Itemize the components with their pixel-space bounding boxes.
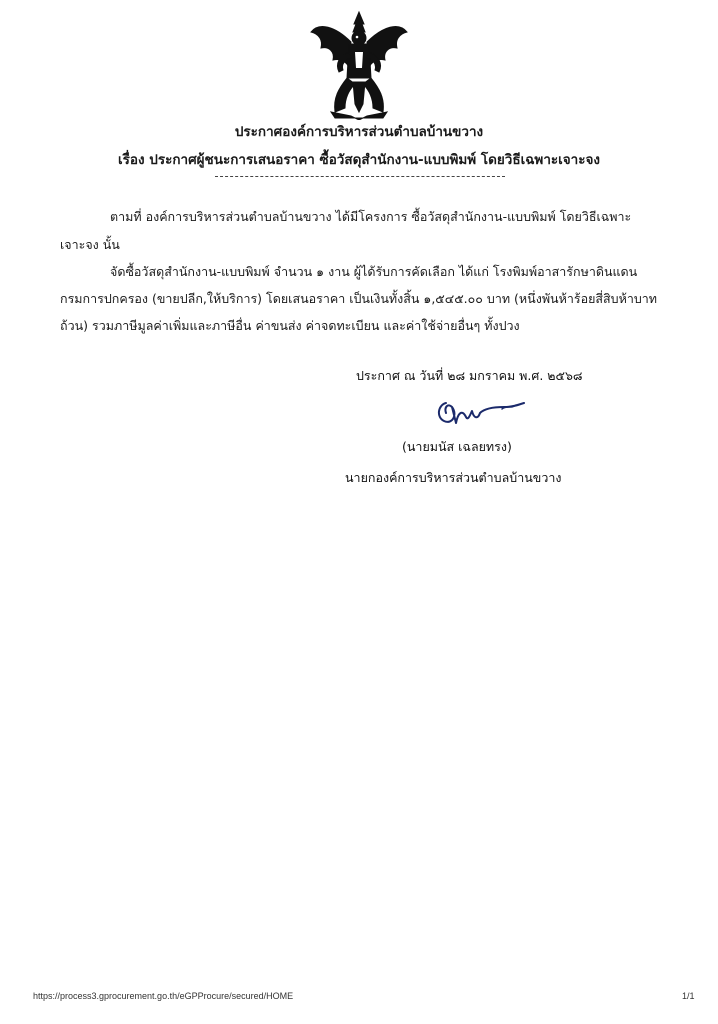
paragraph-1-line-2: เจาะจง นั้น bbox=[60, 237, 120, 252]
announcement-title: ประกาศองค์การบริหารส่วนตำบลบ้านขวาง bbox=[234, 124, 484, 140]
handwritten-signature bbox=[432, 395, 528, 431]
signer-name: (นายมนัส เฉลยทรง) bbox=[402, 439, 512, 454]
announcement-date: ประกาศ ณ วันที่ ๒๘ มกราคม พ.ศ. ๒๕๖๘ bbox=[356, 368, 583, 383]
paragraph-2-line-1: จัดซื้อวัสดุสำนักงาน-แบบพิมพ์ จำนวน ๑ งาน ผู้ได้รับการคัดเลือก ได้แก่ โรงพิมพ์อาสารักษาดินแดน bbox=[110, 264, 638, 279]
title-divider bbox=[215, 176, 505, 177]
footer-url: https://process3.gprocurement.go.th/eGPProcure/secured/HOME bbox=[33, 991, 294, 1001]
garuda-emblem-icon bbox=[305, 8, 413, 120]
paragraph-2-line-2: กรมการปกครอง (ขายปลีก,ให้บริการ) โดยเสนอราคา เป็นเงินทั้งสิ้น ๑,๕๔๕.๐๐ บาท (หนึ่งพันห้าร้อยสี่สิบห้าบาท bbox=[60, 291, 658, 306]
signer-position: นายกองค์การบริหารส่วนตำบลบ้านขวาง bbox=[345, 470, 562, 485]
announcement-subject: เรื่อง ประกาศผู้ชนะการเสนอราคา ซื้อวัสดุสำนักงาน-แบบพิมพ์ โดยวิธีเฉพาะเจาะจง bbox=[117, 152, 601, 168]
paragraph-2-line-3: ถ้วน) รวมภาษีมูลค่าเพิ่มและภาษีอื่น ค่าขนส่ง ค่าจดทะเบียน และค่าใช้จ่ายอื่นๆ ทั้งปวง bbox=[60, 318, 520, 333]
page-number: 1/1 bbox=[682, 991, 695, 1001]
paragraph-1-line-1: ตามที่ องค์การบริหารส่วนตำบลบ้านขวาง ได้มีโครงการ ซื้อวัสดุสำนักงาน-แบบพิมพ์ โดยวิธีเฉพาะ bbox=[110, 209, 632, 224]
